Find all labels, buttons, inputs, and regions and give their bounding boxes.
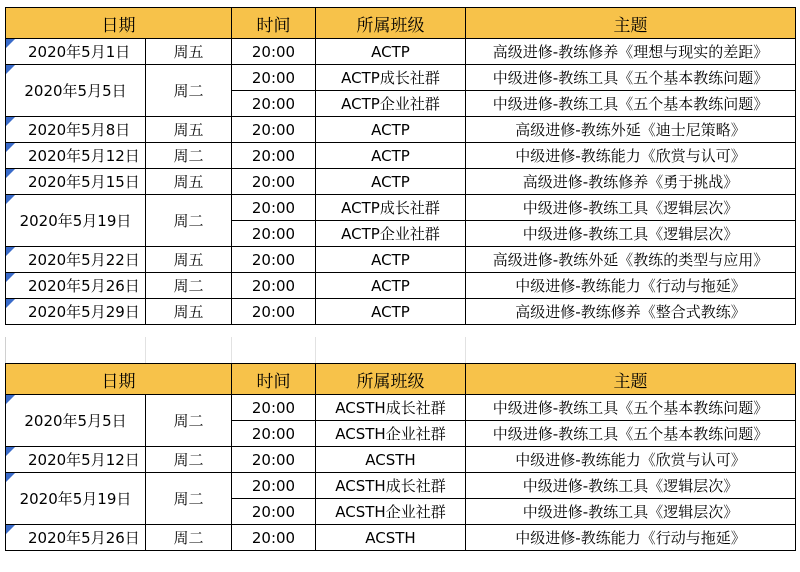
time-cell[interactable]: 20:00: [232, 65, 316, 91]
topic-cell[interactable]: 高级进修-教练修养《整合式教练》: [466, 299, 796, 325]
topic-cell[interactable]: 中级进修-教练工具《五个基本教练问题》: [466, 65, 796, 91]
topic-cell[interactable]: 中级进修-教练工具《五个基本教练问题》: [466, 395, 796, 421]
group-cell[interactable]: ACTP: [316, 39, 466, 65]
comment-marker-icon: [6, 117, 15, 126]
time-cell[interactable]: 20:00: [232, 117, 316, 143]
table-row: [6, 299, 796, 325]
date-text: 2020年5月5日: [24, 412, 127, 430]
date-text: 2020年5月26日: [28, 277, 140, 295]
weekday-cell[interactable]: 周五: [146, 169, 232, 195]
comment-marker-icon: [6, 473, 15, 482]
weekday-cell[interactable]: 周二: [146, 195, 232, 247]
table-row: [6, 247, 796, 273]
date-text: 2020年5月29日: [28, 303, 140, 321]
date-text: 2020年5月8日: [28, 121, 131, 139]
topic-cell[interactable]: 高级进修-教练修养《理想与现实的差距》: [466, 39, 796, 65]
time-cell[interactable]: 20:00: [232, 91, 316, 117]
header-date: 日期: [6, 8, 232, 39]
topic-cell[interactable]: 中级进修-教练能力《欣赏与认可》: [466, 143, 796, 169]
time-cell[interactable]: 20:00: [232, 143, 316, 169]
date-cell[interactable]: [6, 169, 146, 195]
comment-marker-icon: [6, 395, 15, 404]
weekday-cell[interactable]: 周五: [146, 117, 232, 143]
header-row: [6, 364, 796, 395]
topic-cell[interactable]: 中级进修-教练能力《行动与拖延》: [466, 525, 796, 551]
weekday-cell[interactable]: 周五: [146, 39, 232, 65]
table-row: [6, 143, 796, 169]
header-topic: 主题: [466, 8, 796, 39]
date-cell[interactable]: [6, 117, 146, 143]
group-cell[interactable]: ACSTH企业社群: [316, 499, 466, 525]
header-time: 时间: [232, 364, 316, 395]
table-row: [6, 65, 796, 91]
group-cell[interactable]: ACTP: [316, 169, 466, 195]
table-row: [6, 39, 796, 65]
date-cell[interactable]: [6, 473, 146, 525]
date-text: 2020年5月15日: [28, 173, 140, 191]
weekday-cell[interactable]: 周五: [146, 299, 232, 325]
group-cell[interactable]: ACTP成长社群: [316, 65, 466, 91]
date-cell[interactable]: [6, 447, 146, 473]
grid-line: [315, 337, 316, 363]
topic-cell[interactable]: 中级进修-教练工具《逻辑层次》: [466, 221, 796, 247]
weekday-cell[interactable]: 周二: [146, 525, 232, 551]
table-row: [6, 195, 796, 221]
time-cell[interactable]: 20:00: [232, 395, 316, 421]
topic-cell[interactable]: 高级进修-教练外延《教练的类型与应用》: [466, 247, 796, 273]
comment-marker-icon: [6, 247, 15, 256]
time-cell[interactable]: 20:00: [232, 499, 316, 525]
header-date: 日期: [6, 364, 232, 395]
header-row: [6, 8, 796, 39]
weekday-cell[interactable]: 周二: [146, 473, 232, 525]
grid-line: [465, 337, 466, 363]
table-row: [6, 117, 796, 143]
date-cell[interactable]: [6, 247, 146, 273]
date-cell[interactable]: [6, 39, 146, 65]
group-cell[interactable]: ACSTH: [316, 447, 466, 473]
weekday-cell[interactable]: 周二: [146, 395, 232, 447]
topic-cell[interactable]: 高级进修-教练修养《勇于挑战》: [466, 169, 796, 195]
topic-cell[interactable]: 中级进修-教练工具《逻辑层次》: [466, 499, 796, 525]
group-cell[interactable]: ACTP: [316, 117, 466, 143]
time-cell[interactable]: 20:00: [232, 247, 316, 273]
group-cell[interactable]: ACTP成长社群: [316, 195, 466, 221]
comment-marker-icon: [6, 169, 15, 178]
topic-cell[interactable]: 中级进修-教练能力《欣赏与认可》: [466, 447, 796, 473]
date-cell[interactable]: [6, 65, 146, 117]
comment-marker-icon: [6, 299, 15, 308]
group-cell[interactable]: ACTP: [316, 247, 466, 273]
header-group: 所属班级: [316, 8, 466, 39]
weekday-cell[interactable]: 周二: [146, 65, 232, 117]
comment-marker-icon: [6, 447, 15, 456]
table-row: [6, 525, 796, 551]
date-cell[interactable]: [6, 195, 146, 247]
comment-marker-icon: [6, 39, 15, 48]
time-cell[interactable]: 20:00: [232, 299, 316, 325]
comment-marker-icon: [6, 195, 15, 204]
header-time: 时间: [232, 8, 316, 39]
time-cell[interactable]: 20:00: [232, 195, 316, 221]
date-cell[interactable]: [6, 525, 146, 551]
time-cell[interactable]: 20:00: [232, 39, 316, 65]
date-text: 2020年5月5日: [24, 82, 127, 100]
weekday-cell[interactable]: 周二: [146, 447, 232, 473]
date-cell[interactable]: [6, 299, 146, 325]
comment-marker-icon: [6, 143, 15, 152]
schedule-table-acsth: [5, 363, 796, 551]
date-text: 2020年5月19日: [19, 490, 132, 508]
date-cell[interactable]: [6, 395, 146, 447]
date-text: 2020年5月12日: [28, 147, 140, 165]
topic-cell[interactable]: 中级进修-教练工具《逻辑层次》: [466, 195, 796, 221]
date-text: 2020年5月26日: [28, 529, 140, 547]
weekday-cell[interactable]: 周二: [146, 143, 232, 169]
time-cell[interactable]: 20:00: [232, 221, 316, 247]
comment-marker-icon: [6, 65, 15, 74]
group-cell[interactable]: ACTP: [316, 143, 466, 169]
group-cell[interactable]: ACSTH企业社群: [316, 421, 466, 447]
time-cell[interactable]: 20:00: [232, 447, 316, 473]
group-cell[interactable]: ACTP企业社群: [316, 221, 466, 247]
schedule-table-actp: [5, 7, 796, 325]
group-cell[interactable]: ACSTH: [316, 525, 466, 551]
date-text: 2020年5月12日: [28, 451, 140, 469]
comment-marker-icon: [6, 525, 15, 534]
comment-marker-icon: [6, 273, 15, 282]
table-row: [6, 473, 796, 499]
table-row: [6, 395, 796, 421]
topic-cell[interactable]: 中级进修-教练工具《五个基本教练问题》: [466, 421, 796, 447]
table-row: [6, 169, 796, 195]
header-group: 所属班级: [316, 364, 466, 395]
group-cell[interactable]: ACSTH成长社群: [316, 473, 466, 499]
date-text: 2020年5月1日: [28, 43, 131, 61]
grid-line: [145, 337, 146, 363]
table-row: [6, 273, 796, 299]
topic-cell[interactable]: 高级进修-教练外延《迪士尼策略》: [466, 117, 796, 143]
topic-cell[interactable]: 中级进修-教练工具《五个基本教练问题》: [466, 91, 796, 117]
header-topic: 主题: [466, 364, 796, 395]
group-cell[interactable]: ACTP: [316, 273, 466, 299]
time-cell[interactable]: 20:00: [232, 273, 316, 299]
date-text: 2020年5月19日: [19, 212, 132, 230]
time-cell[interactable]: 20:00: [232, 169, 316, 195]
topic-cell[interactable]: 中级进修-教练工具《逻辑层次》: [466, 473, 796, 499]
weekday-cell[interactable]: 周二: [146, 273, 232, 299]
empty-row[interactable]: [5, 337, 800, 363]
grid-line: [231, 337, 232, 363]
weekday-cell[interactable]: 周五: [146, 247, 232, 273]
date-cell[interactable]: [6, 143, 146, 169]
table-row: [6, 447, 796, 473]
time-cell[interactable]: 20:00: [232, 473, 316, 499]
group-cell[interactable]: ACSTH成长社群: [316, 395, 466, 421]
group-cell[interactable]: ACTP: [316, 299, 466, 325]
date-text: 2020年5月22日: [28, 251, 140, 269]
date-cell[interactable]: [6, 273, 146, 299]
time-cell[interactable]: 20:00: [232, 525, 316, 551]
topic-cell[interactable]: 中级进修-教练能力《行动与拖延》: [466, 273, 796, 299]
time-cell[interactable]: 20:00: [232, 421, 316, 447]
group-cell[interactable]: ACTP企业社群: [316, 91, 466, 117]
